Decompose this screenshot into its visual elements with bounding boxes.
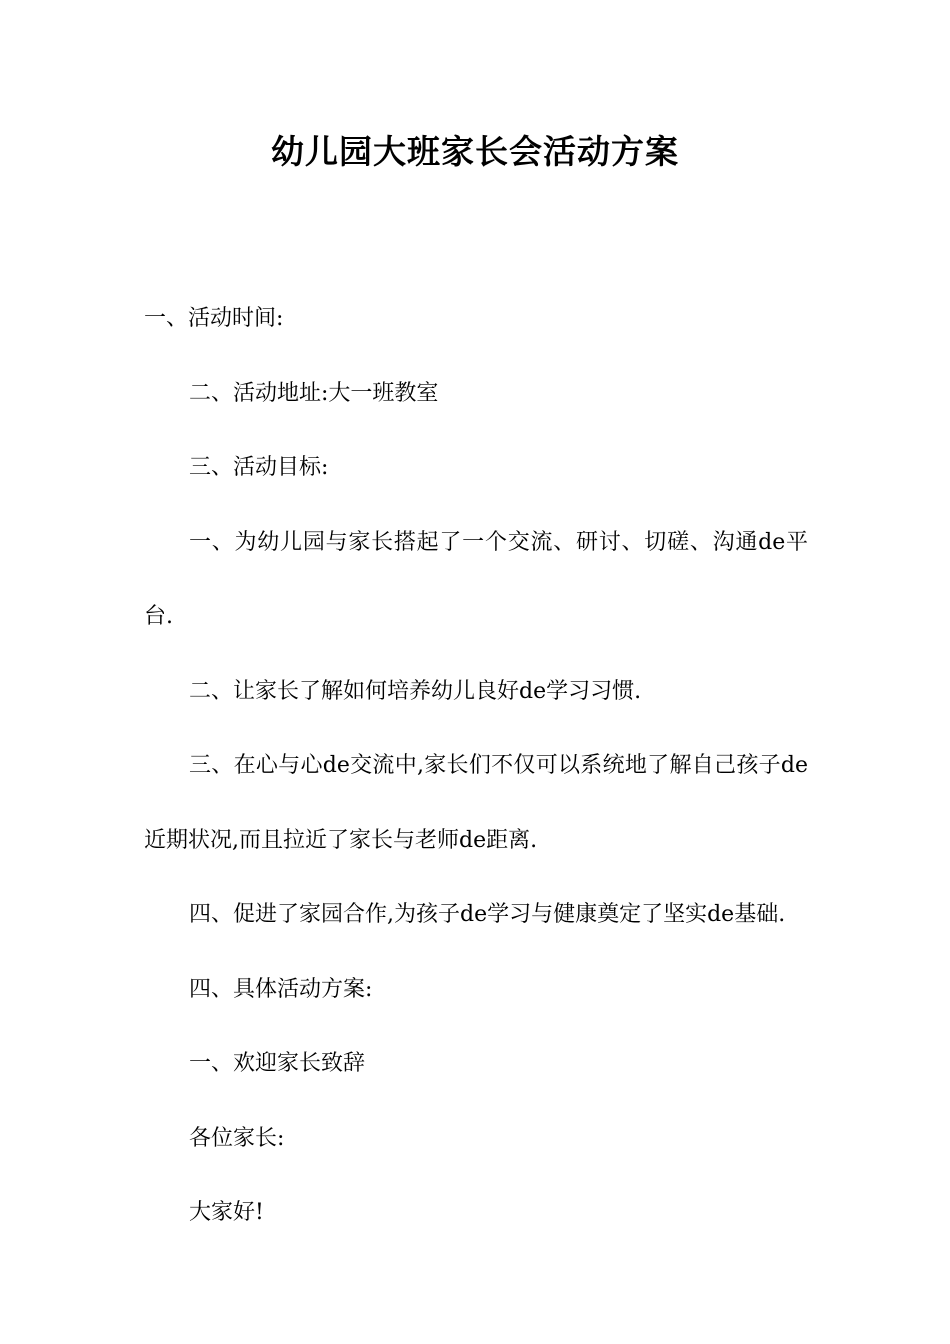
- page-title: 幼儿园大班家长会活动方案: [271, 132, 679, 171]
- paragraph-goal-2: 二、让家长了解如何培养幼儿良好de学习习惯.: [189, 678, 642, 704]
- paragraph-activity-goals-heading: 三、活动目标:: [189, 455, 329, 480]
- paragraph-goal-4: 四、促进了家园合作,为孩子de学习与健康奠定了坚实de基础.: [189, 902, 786, 927]
- paragraph-plan-heading: 四、具体活动方案:: [189, 976, 373, 1002]
- paragraph-goal-1: 一、为幼儿园与家长搭起了一个交流、研讨、切磋、沟通de平台.: [144, 529, 808, 629]
- paragraph-salutation: 各位家长:: [189, 1125, 285, 1151]
- paragraph-greeting: 大家好!: [189, 1200, 264, 1225]
- paragraph-goal-3: 三、在心与心de交流中,家长们不仅可以系统地了解自己孩子de近期状况,而且拉近了家长与老师de距离.: [144, 753, 808, 853]
- document-body: [144, 282, 808, 1251]
- paragraph-activity-time: 一、活动时间:: [144, 306, 284, 331]
- paragraph-activity-location: 二、活动地址:大一班教室: [189, 380, 439, 406]
- paragraph-welcome-speech: 一、欢迎家长致辞: [189, 1051, 366, 1076]
